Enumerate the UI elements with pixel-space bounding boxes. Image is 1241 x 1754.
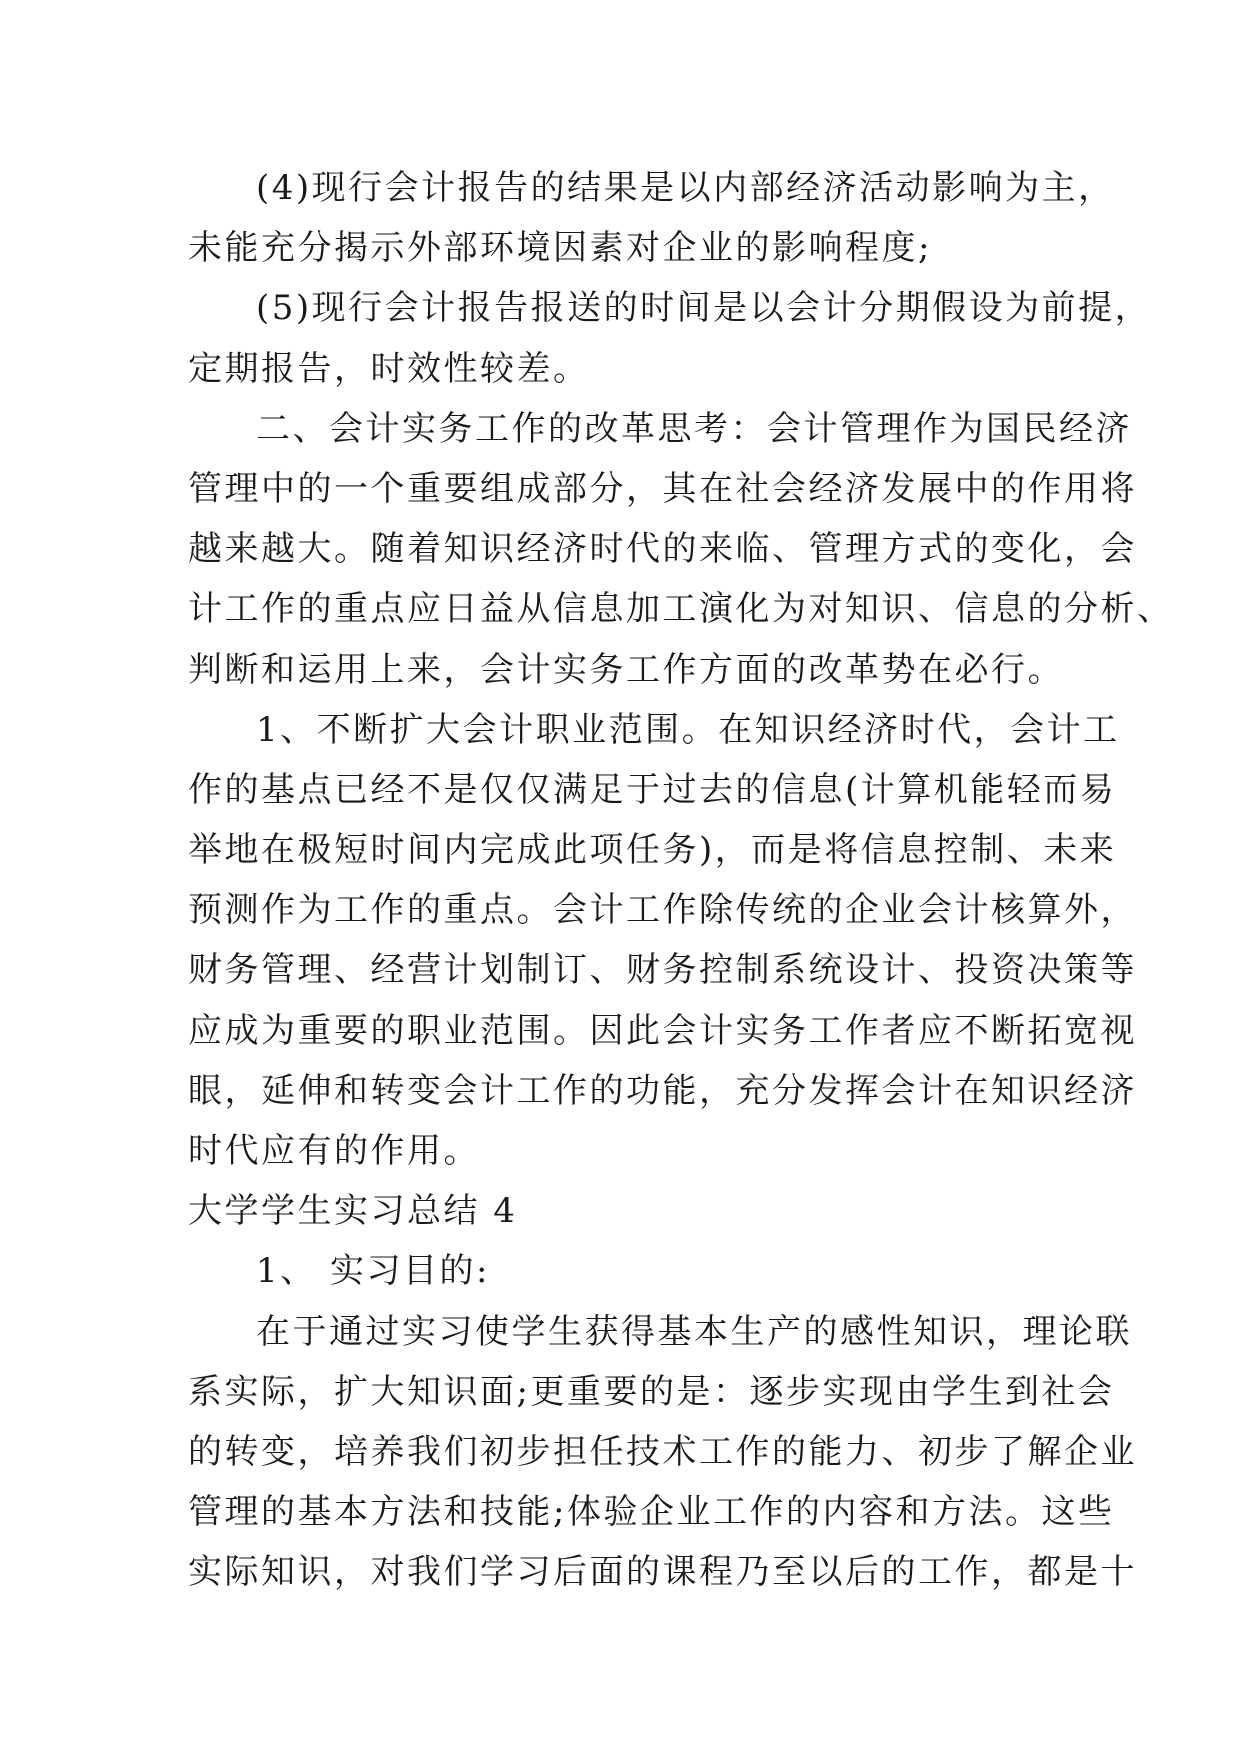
text-line: 在于通过实习使学生获得基本生产的感性知识，理论联	[256, 1311, 1132, 1352]
text-line: 眼，延伸和转变会计工作的功能，充分发挥会计在知识经济	[188, 1070, 1137, 1111]
text-line: 1、 实习目的:	[256, 1251, 490, 1292]
text-line: 应成为重要的职业范围。因此会计实务工作者应不断拓宽视	[188, 1010, 1137, 1051]
text-line: 的转变，培养我们初步担任技术工作的能力、初步了解企业	[188, 1431, 1137, 1472]
text-line: 大学学生实习总结 4	[188, 1191, 518, 1232]
text-line: 管理的基本方法和技能;体验企业工作的内容和方法。这些	[188, 1492, 1115, 1533]
text-line: 管理中的一个重要组成部分，其在社会经济发展中的作用将	[188, 468, 1137, 509]
text-line: 越来越大。随着知识经济时代的来临、管理方式的变化，会	[188, 529, 1137, 570]
text-line: 作的基点已经不是仅仅满足于过去的信息(计算机能轻而易	[188, 769, 1117, 810]
text-line: 预测作为工作的重点。会计工作除传统的企业会计核算外，	[188, 890, 1137, 931]
text-line: 判断和运用上来，会计实务工作方面的改革势在必行。	[188, 649, 1064, 690]
text-line: (4)现行会计报告的结果是以内部经济活动影响为主，	[256, 168, 1115, 208]
text-line: 1、不断扩大会计职业范围。在知识经济时代，会计工	[256, 709, 1120, 750]
text-line: 计工作的重点应日益从信息加工演化为对知识、信息的分析、	[188, 589, 1174, 630]
text-line: 时代应有的作用。	[188, 1131, 480, 1171]
text-line: 财务管理、经营计划制订、财务控制系统设计、投资决策等	[188, 950, 1137, 991]
text-line: (5)现行会计报告报送的时间是以会计分期假设为前提，	[256, 288, 1152, 329]
text-line: 系实际，扩大知识面;更重要的是：逐步实现由学生到社会	[188, 1371, 1115, 1412]
text-line: 举地在极短时间内完成此项任务)，而是将信息控制、未来	[188, 830, 1117, 871]
text-line: 实际知识，对我们学习后面的课程乃至以后的工作，都是十	[188, 1552, 1137, 1593]
text-line: 二、会计实务工作的改革思考：会计管理作为国民经济	[256, 408, 1132, 449]
text-line: 未能充分揭示外部环境因素对企业的影响程度;	[188, 228, 932, 269]
text-line: 定期报告，时效性较差。	[188, 348, 590, 389]
document-body	[188, 158, 1174, 1603]
